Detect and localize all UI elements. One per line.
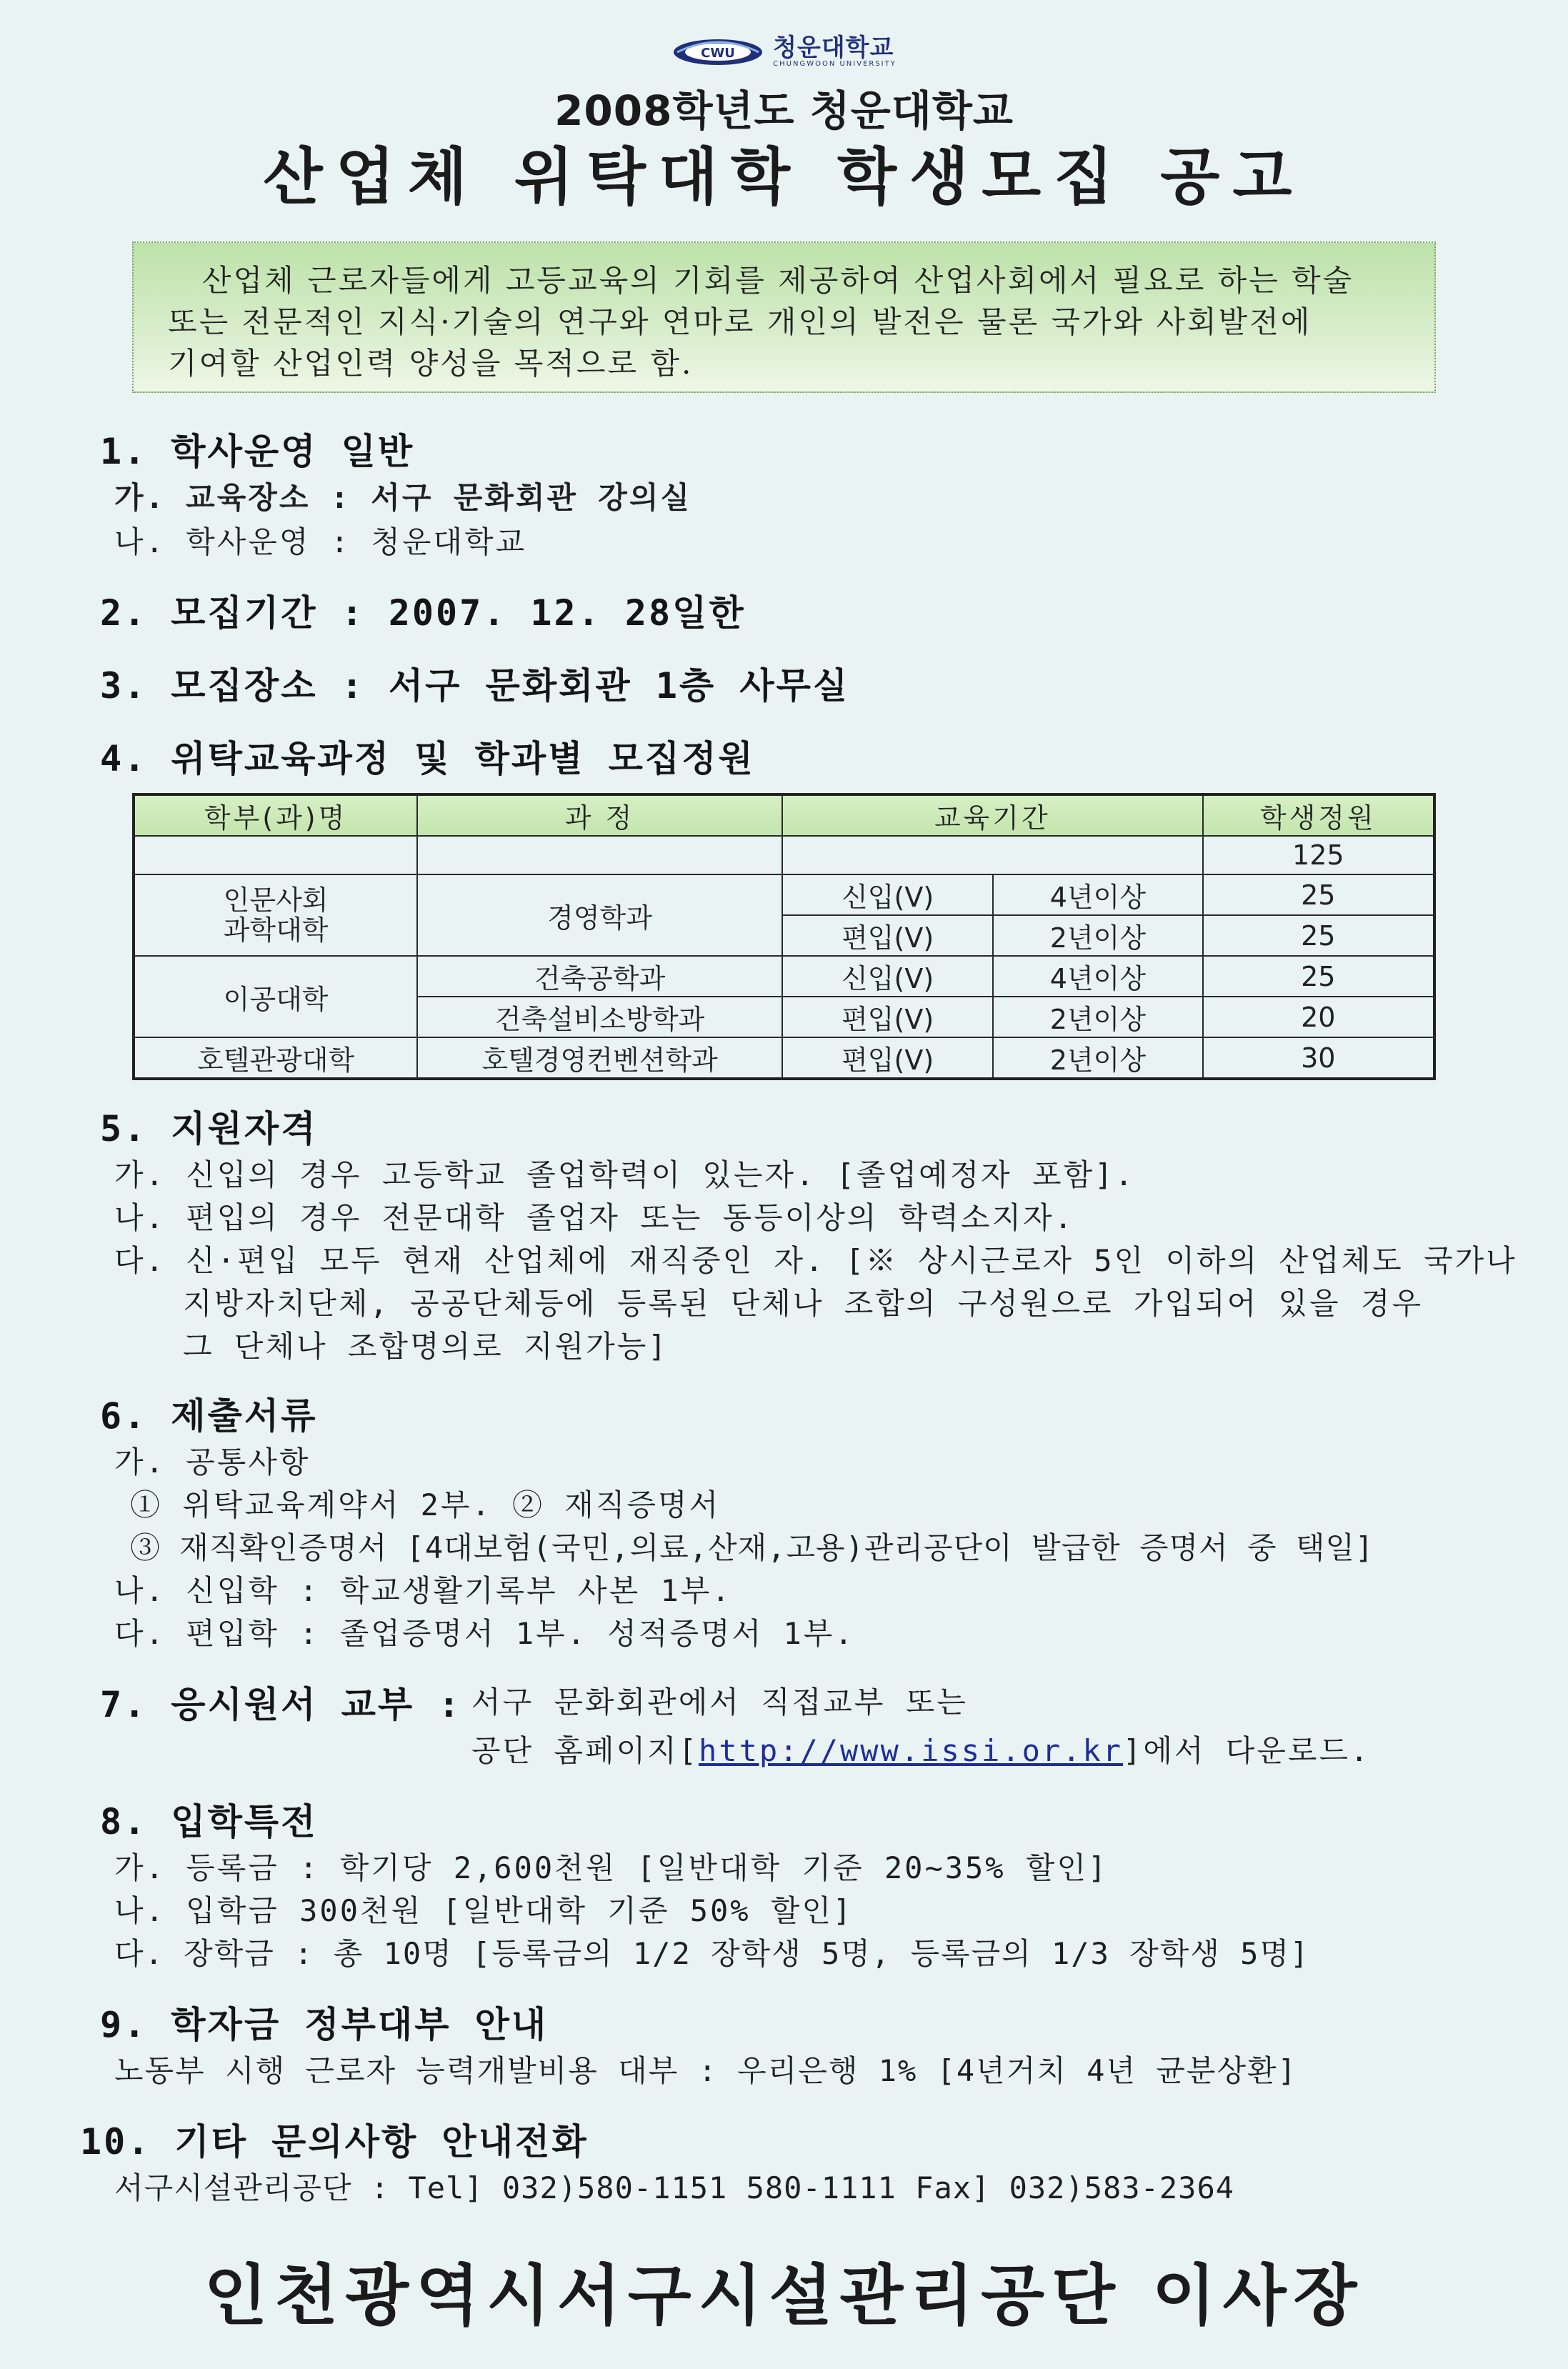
section-3-heading: 3. 모집장소 : 서구 문화회관 1층 사무실 [100, 665, 850, 707]
logo-english-name: CHUNGWOON UNIVERSITY [773, 60, 897, 68]
cwu-emblem-icon [671, 36, 764, 68]
quota-cell: 20 [1203, 997, 1434, 1037]
section-8-item: 나. 입학금 300천원 [일반대학 기준 50% 할인] [114, 1893, 854, 1928]
section-5-item: 그 단체나 조합명의로 지원가능] [183, 1329, 669, 1364]
col-header-quota: 학생정원 [1203, 794, 1434, 836]
section-10-heading: 10. 기타 문의사항 안내전화 [80, 2121, 589, 2163]
col-header-period: 교육기간 [782, 794, 1203, 836]
section-5-item: 나. 편입의 경우 전문대학 졸업자 또는 동등이상의 학력소지자. [114, 1200, 1074, 1235]
issuer-signature: 인천광역시서구시설관리공단 이사장 [204, 2258, 1364, 2334]
college-cell: 인문사회 과학대학 [134, 874, 417, 956]
admission-type-cell: 신입(V) [782, 874, 993, 915]
quota-cell: 30 [1203, 1037, 1434, 1079]
period-cell: 4년이상 [993, 956, 1202, 997]
section-6-item: 다. 편입학 : 졸업증명서 1부. 성적증명서 1부. [114, 1616, 855, 1651]
contact-line: 서구시설관리공단 : Tel] 032)580-1151 580-1111 Fax] 032)583-2364 [114, 2170, 1235, 2205]
dept-cell: 경영학과 [417, 874, 782, 956]
college-cell: 이공대학 [134, 956, 417, 1037]
section-9-heading: 9. 학자금 정부대부 안내 [100, 2004, 549, 2045]
period-cell: 4년이상 [993, 874, 1202, 915]
admission-quota-table [132, 793, 1436, 1080]
section-6-heading: 6. 제출서류 [100, 1395, 318, 1437]
download-text-suffix: ]에서 다운로드. [1123, 1733, 1371, 1768]
download-text-prefix: 공단 홈페이지[ [471, 1733, 699, 1768]
purpose-line: 산업체 근로자들에게 고등교육의 기회를 제공하여 산업사회에서 필요로 하는 학술 [202, 263, 1354, 298]
table-row [134, 874, 1434, 915]
total-quota: 125 [1203, 836, 1434, 874]
admission-type-cell: 편입(V) [782, 1037, 993, 1079]
table-header-row [134, 794, 1434, 836]
section-1-item: 나. 학사운영 : 청운대학교 [114, 524, 527, 559]
purpose-line: 또는 전문적인 지식·기술의 연구와 연마로 개인의 발전은 물론 국가와 사회발전에 [168, 304, 1312, 339]
section-2-heading: 2. 모집기간 : 2007. 12. 28일한 [100, 592, 746, 634]
section-5-item: 지방자치단체, 공공단체등에 등록된 단체나 조합의 구성원으로 가입되어 있을 경우 [183, 1286, 1424, 1321]
section-6-item: 나. 신입학 : 학교생활기록부 사본 1부. [114, 1573, 732, 1608]
dept-cell: 건축공학과 [417, 956, 782, 997]
table-row [134, 1037, 1434, 1079]
section-7-heading: 7. 응시원서 교부 : [100, 1684, 462, 1725]
section-6-item: ③ 재직확인증명서 [4대보험(국민,의료,산재,고용)관리공단이 발급한 증명서 중 택일] [130, 1530, 1374, 1565]
dept-cell: 호텔경영컨벤션학과 [417, 1037, 782, 1079]
purpose-box [132, 241, 1436, 393]
section-6-item: ① 위탁교육계약서 2부. ② 재직증명서 [130, 1487, 721, 1522]
period-cell: 2년이상 [993, 997, 1202, 1037]
section-5-heading: 5. 지원자격 [100, 1108, 318, 1149]
quota-cell: 25 [1203, 874, 1434, 915]
svg-text:CWU: CWU [701, 46, 735, 61]
admission-type-cell: 편입(V) [782, 915, 993, 956]
col-header-course: 과 정 [417, 794, 782, 836]
homepage-link[interactable]: http://www.issi.or.kr [699, 1733, 1124, 1768]
section-7-text: 서구 문화회관에서 직접교부 또는 [471, 1685, 968, 1720]
purpose-line: 기여할 산업인력 양성을 목적으로 함. [168, 346, 694, 381]
section-5-item: 다. 신·편입 모두 현재 산업체에 재직중인 자. [※ 상시근로자 5인 이하의 산업체도 국가나 [114, 1243, 1517, 1278]
notice-subtitle: 2008학년도 청운대학교 [554, 86, 1014, 135]
col-header-college: 학부(과)명 [134, 794, 417, 836]
table-row-total [134, 836, 1434, 874]
admission-type-cell: 편입(V) [782, 997, 993, 1037]
section-8-heading: 8. 입학특전 [100, 1801, 318, 1842]
logo-korean-name: 청운대학교 [773, 34, 894, 62]
university-logo [0, 34, 1568, 70]
section-8-item: 가. 등록금 : 학기당 2,600천원 [일반대학 기준 20~35% 할인] [114, 1850, 1109, 1885]
admission-type-cell: 신입(V) [782, 956, 993, 997]
section-8-item: 다. 장학금 : 총 10명 [등록금의 1/2 장학생 5명, 등록금의 1/3 장학생 5명] [114, 1936, 1310, 1971]
period-cell: 2년이상 [993, 915, 1202, 956]
section-4-heading: 4. 위탁교육과정 및 학과별 모집정원 [100, 738, 755, 779]
section-9-item: 노동부 시행 근로자 능력개발비용 대부 : 우리은행 1% [4년거치 4년 균분상환] [114, 2053, 1297, 2088]
table-row [134, 956, 1434, 997]
section-1-item: 가. 교육장소 : 서구 문화회관 강의실 [114, 480, 692, 515]
section-5-item: 가. 신입의 경우 고등학교 졸업학력이 있는자. [졸업예정자 포함]. [114, 1157, 1135, 1192]
dept-cell: 건축설비소방학과 [417, 997, 782, 1037]
notice-title: 산업체 위탁대학 학생모집 공고 [263, 141, 1305, 213]
section-1-heading: 1. 학사운영 일반 [100, 431, 415, 472]
period-cell: 2년이상 [993, 1037, 1202, 1079]
quota-cell: 25 [1203, 956, 1434, 997]
section-7-download-line [471, 1727, 1370, 1770]
quota-cell: 25 [1203, 915, 1434, 956]
college-cell: 호텔관광대학 [134, 1037, 417, 1079]
section-6-item: 가. 공통사항 [114, 1445, 311, 1480]
